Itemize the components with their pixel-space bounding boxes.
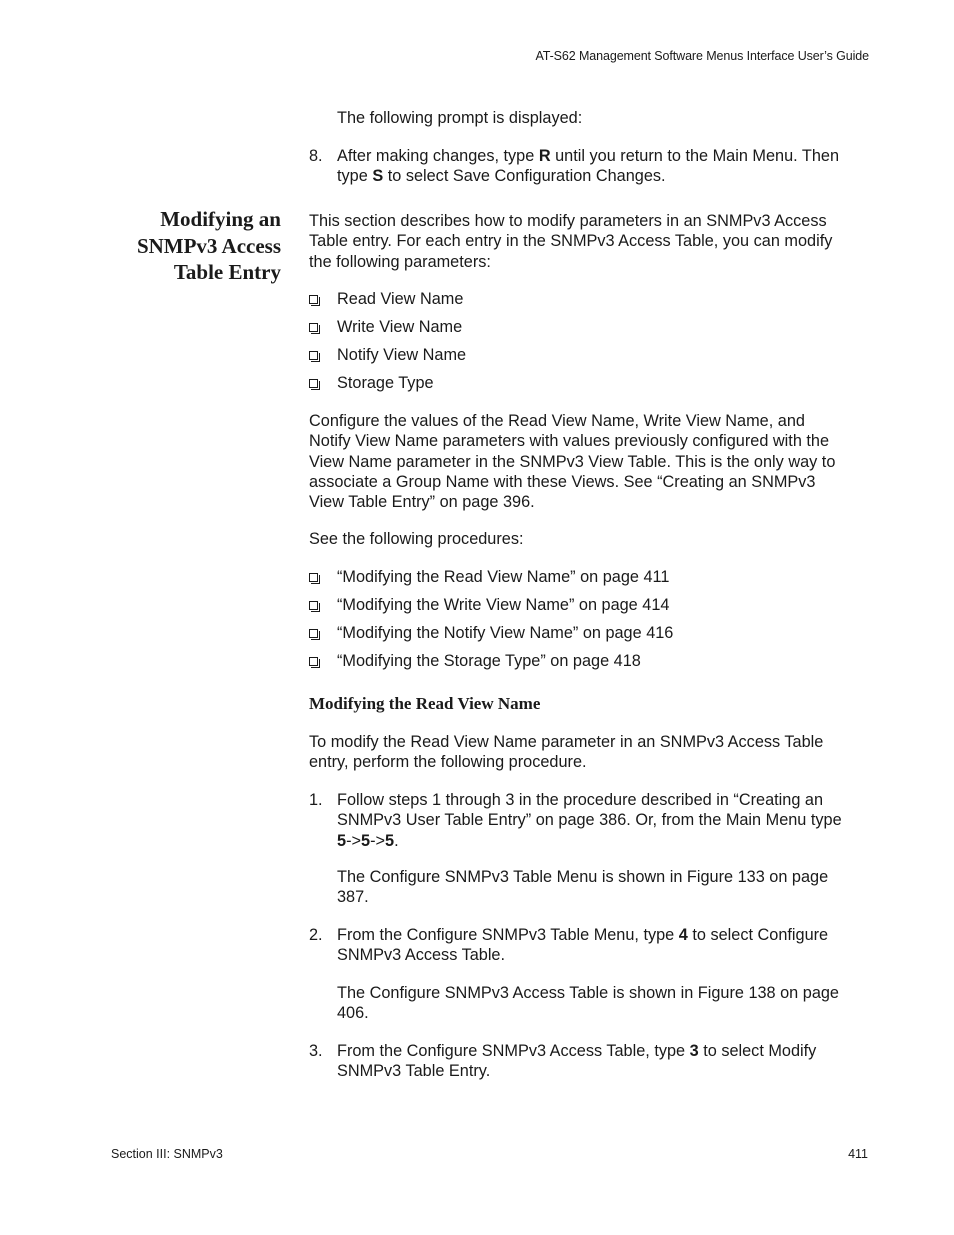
step-1-note: The Configure SNMPv3 Table Menu is shown in Figure 133 on page 387. xyxy=(337,868,829,907)
key-r: R xyxy=(538,147,551,165)
step-8-text xyxy=(337,146,882,187)
section-intro: This section describes how to modify parameters in an SNMPv3 Access Table entry. For each entry in the SNMPv3 Access Table, you can modify the following parameters: xyxy=(309,212,833,271)
step-3-text: From the Configure SNMPv3 Access Table, type 3 to select Modify SNMPv3 Table Entry. xyxy=(337,1042,817,1081)
key-s: S xyxy=(372,167,384,186)
checkbox-bullet-icon xyxy=(309,295,318,304)
step-2-note: The Configure SNMPv3 Access Table is shown in Figure 138 on page 406. xyxy=(337,984,839,1023)
step-1-text: Follow steps 1 through 3 in the procedure described in “Creating an SNMPv3 User Table Entry” on page 386. Or, from the Main Menu type 5->5->5. xyxy=(337,790,882,851)
see-procedures: See the following procedures: xyxy=(309,530,524,548)
key-3: 3 xyxy=(689,1042,699,1060)
page-number: 411 xyxy=(848,1147,868,1161)
step-2-text: From the Configure SNMPv3 Table Menu, type 4 to select Configure SNMPv3 Access Table. xyxy=(337,926,829,965)
subsection-heading: Modifying the Read View Name xyxy=(309,694,541,713)
step-2-number: 2. xyxy=(309,926,323,944)
checkbox-bullet-icon xyxy=(309,601,318,610)
checkbox-bullet-icon xyxy=(309,657,318,666)
step-8-line-2: type S to select Save Configuration Changes. xyxy=(337,167,666,186)
footer-section: Section III: SNMPv3 xyxy=(111,1147,223,1161)
step-1-key-sequence: 5->5->5. xyxy=(337,831,399,850)
step-3-number: 3. xyxy=(309,1042,323,1060)
checkbox-bullet-icon xyxy=(309,573,318,582)
checkbox-bullet-icon xyxy=(309,379,318,388)
step-1-number: 1. xyxy=(309,791,323,809)
checkbox-bullet-icon xyxy=(309,323,318,332)
running-header: AT-S62 Management Software Menus Interface User’s Guide xyxy=(535,49,869,63)
prompt-line: The following prompt is displayed: xyxy=(337,109,583,127)
step-8-number: 8. xyxy=(309,147,323,165)
section-heading: Modifying an SNMPv3 Access Table Entry xyxy=(136,207,281,284)
key-4: 4 xyxy=(678,926,688,944)
config-paragraph: Configure the values of the Read View Name, Write View Name, and Notify View Name parameters with values previously configured with the View Name parameter in the SNMPv3 View Table. This is the only way to associate a Group Name with these Views. See “Creating an SNMPv3 View Table Entry” on page 396. xyxy=(309,412,836,512)
checkbox-bullet-icon xyxy=(309,351,318,360)
subsection-intro: To modify the Read View Name parameter in an SNMPv3 Access Table entry, perform the following procedure. xyxy=(309,733,824,772)
step-8-line-1: After making changes, type R until you return to the Main Menu. Then xyxy=(337,147,839,165)
checkbox-bullet-icon xyxy=(309,629,318,638)
